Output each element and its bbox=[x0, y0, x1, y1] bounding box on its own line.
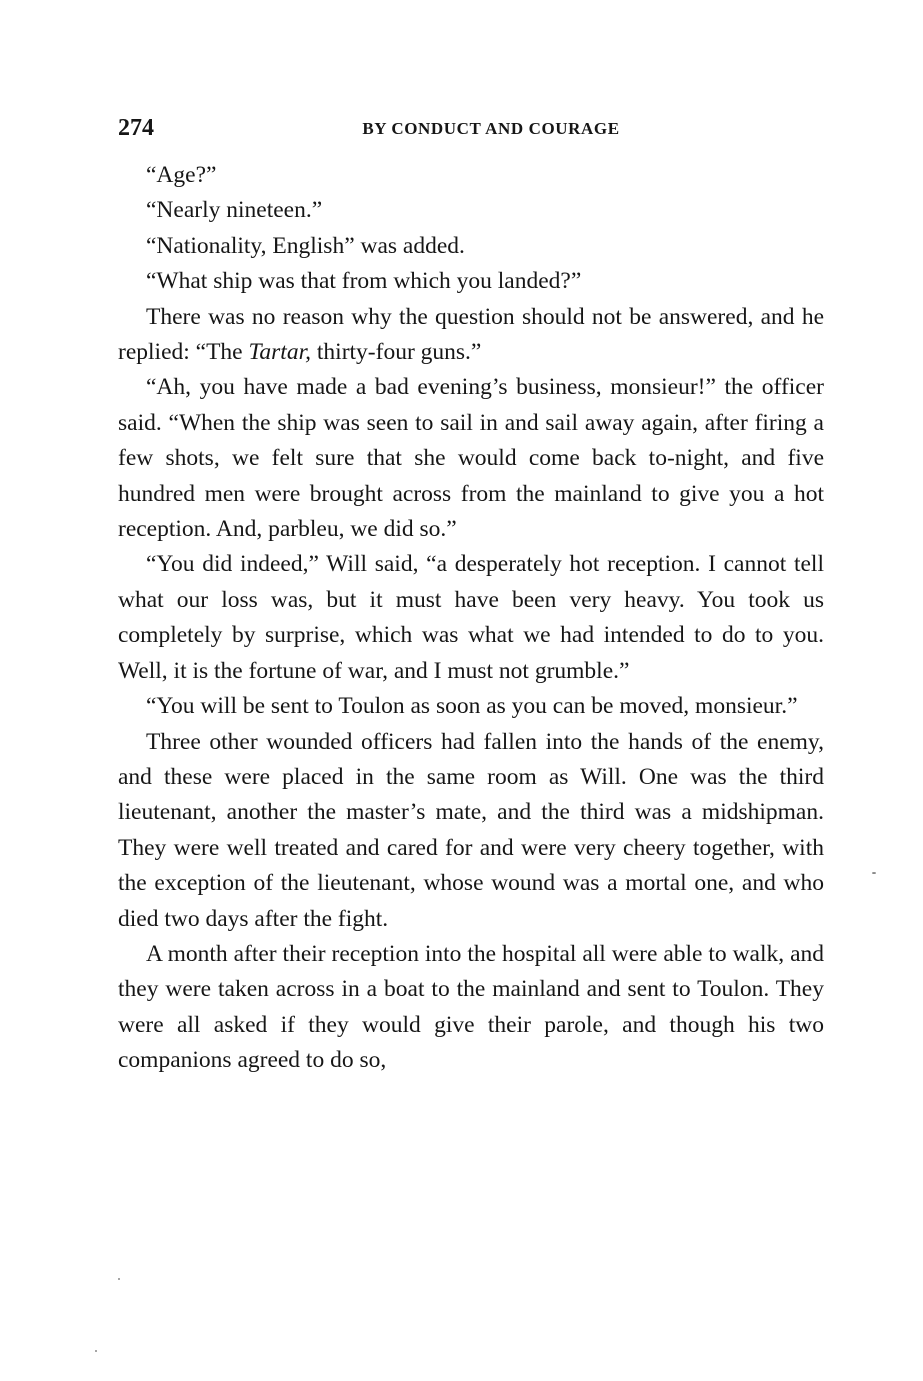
paragraph-officer-speech: “Ah, you have made a bad evening’s business, monsieur!” the officer said. “When the ship was seen to sail in and sail away again, after firing a few shots, we felt sure that she would come back to-night, and five hundred men were brought across from the mainland to give you a hot reception. And, parbleu, we did so.” bbox=[118, 374, 824, 543]
paragraph-age-question: “Age?” bbox=[146, 162, 217, 188]
page-number: 274 bbox=[118, 115, 154, 141]
running-header bbox=[118, 110, 824, 146]
scan-speck-mark bbox=[872, 872, 876, 874]
paragraph-ship-answer: There was no reason why the question should not be answered, and he replied: “The Tartar, thirty-four guns.” bbox=[118, 303, 824, 366]
paragraph-age-answer: “Nearly nineteen.” bbox=[146, 197, 323, 224]
scan-speck-mark bbox=[95, 1350, 97, 1352]
book-page bbox=[118, 110, 824, 1079]
paragraph-month-after: A month after their reception into the hospital all were able to walk, and they were taken across in a boat to the mainland and sent to Toulon. They were all asked if they would give their parole, and though his two companions agreed to do so, bbox=[118, 940, 824, 1074]
body-text bbox=[118, 158, 824, 1079]
running-title: BY CONDUCT AND COURAGE bbox=[362, 119, 620, 138]
ship-name-italic: Tartar, bbox=[248, 339, 312, 366]
paragraph-wounded-officers: Three other wounded officers had fallen into the hands of the enemy, and these were placed in the same room as Will. One was the third lieutenant, another the master’s mate, and the third was a midshipman. They were well treated and cared for and were very cheery together, with the exception of the lieutenant, whose wound was a mortal one, and who died two days after the fight. bbox=[118, 728, 824, 932]
paragraph-ship-question: “What ship was that from which you landed?” bbox=[146, 268, 582, 295]
paragraph-will-reply: “You did indeed,” Will said, “a desperately hot reception. I cannot tell what our loss was, but it must have been very heavy. You took us completely by surprise, which was what we had intended to do to you. Well, it is the fortune of war, and I must not grumble.” bbox=[118, 551, 824, 684]
paragraph-toulon-notice: “You will be sent to Toulon as soon as you can be moved, monsieur.” bbox=[146, 693, 798, 720]
scan-speck-mark bbox=[118, 1278, 120, 1280]
paragraph-nationality: “Nationality, English” was added. bbox=[146, 232, 465, 259]
